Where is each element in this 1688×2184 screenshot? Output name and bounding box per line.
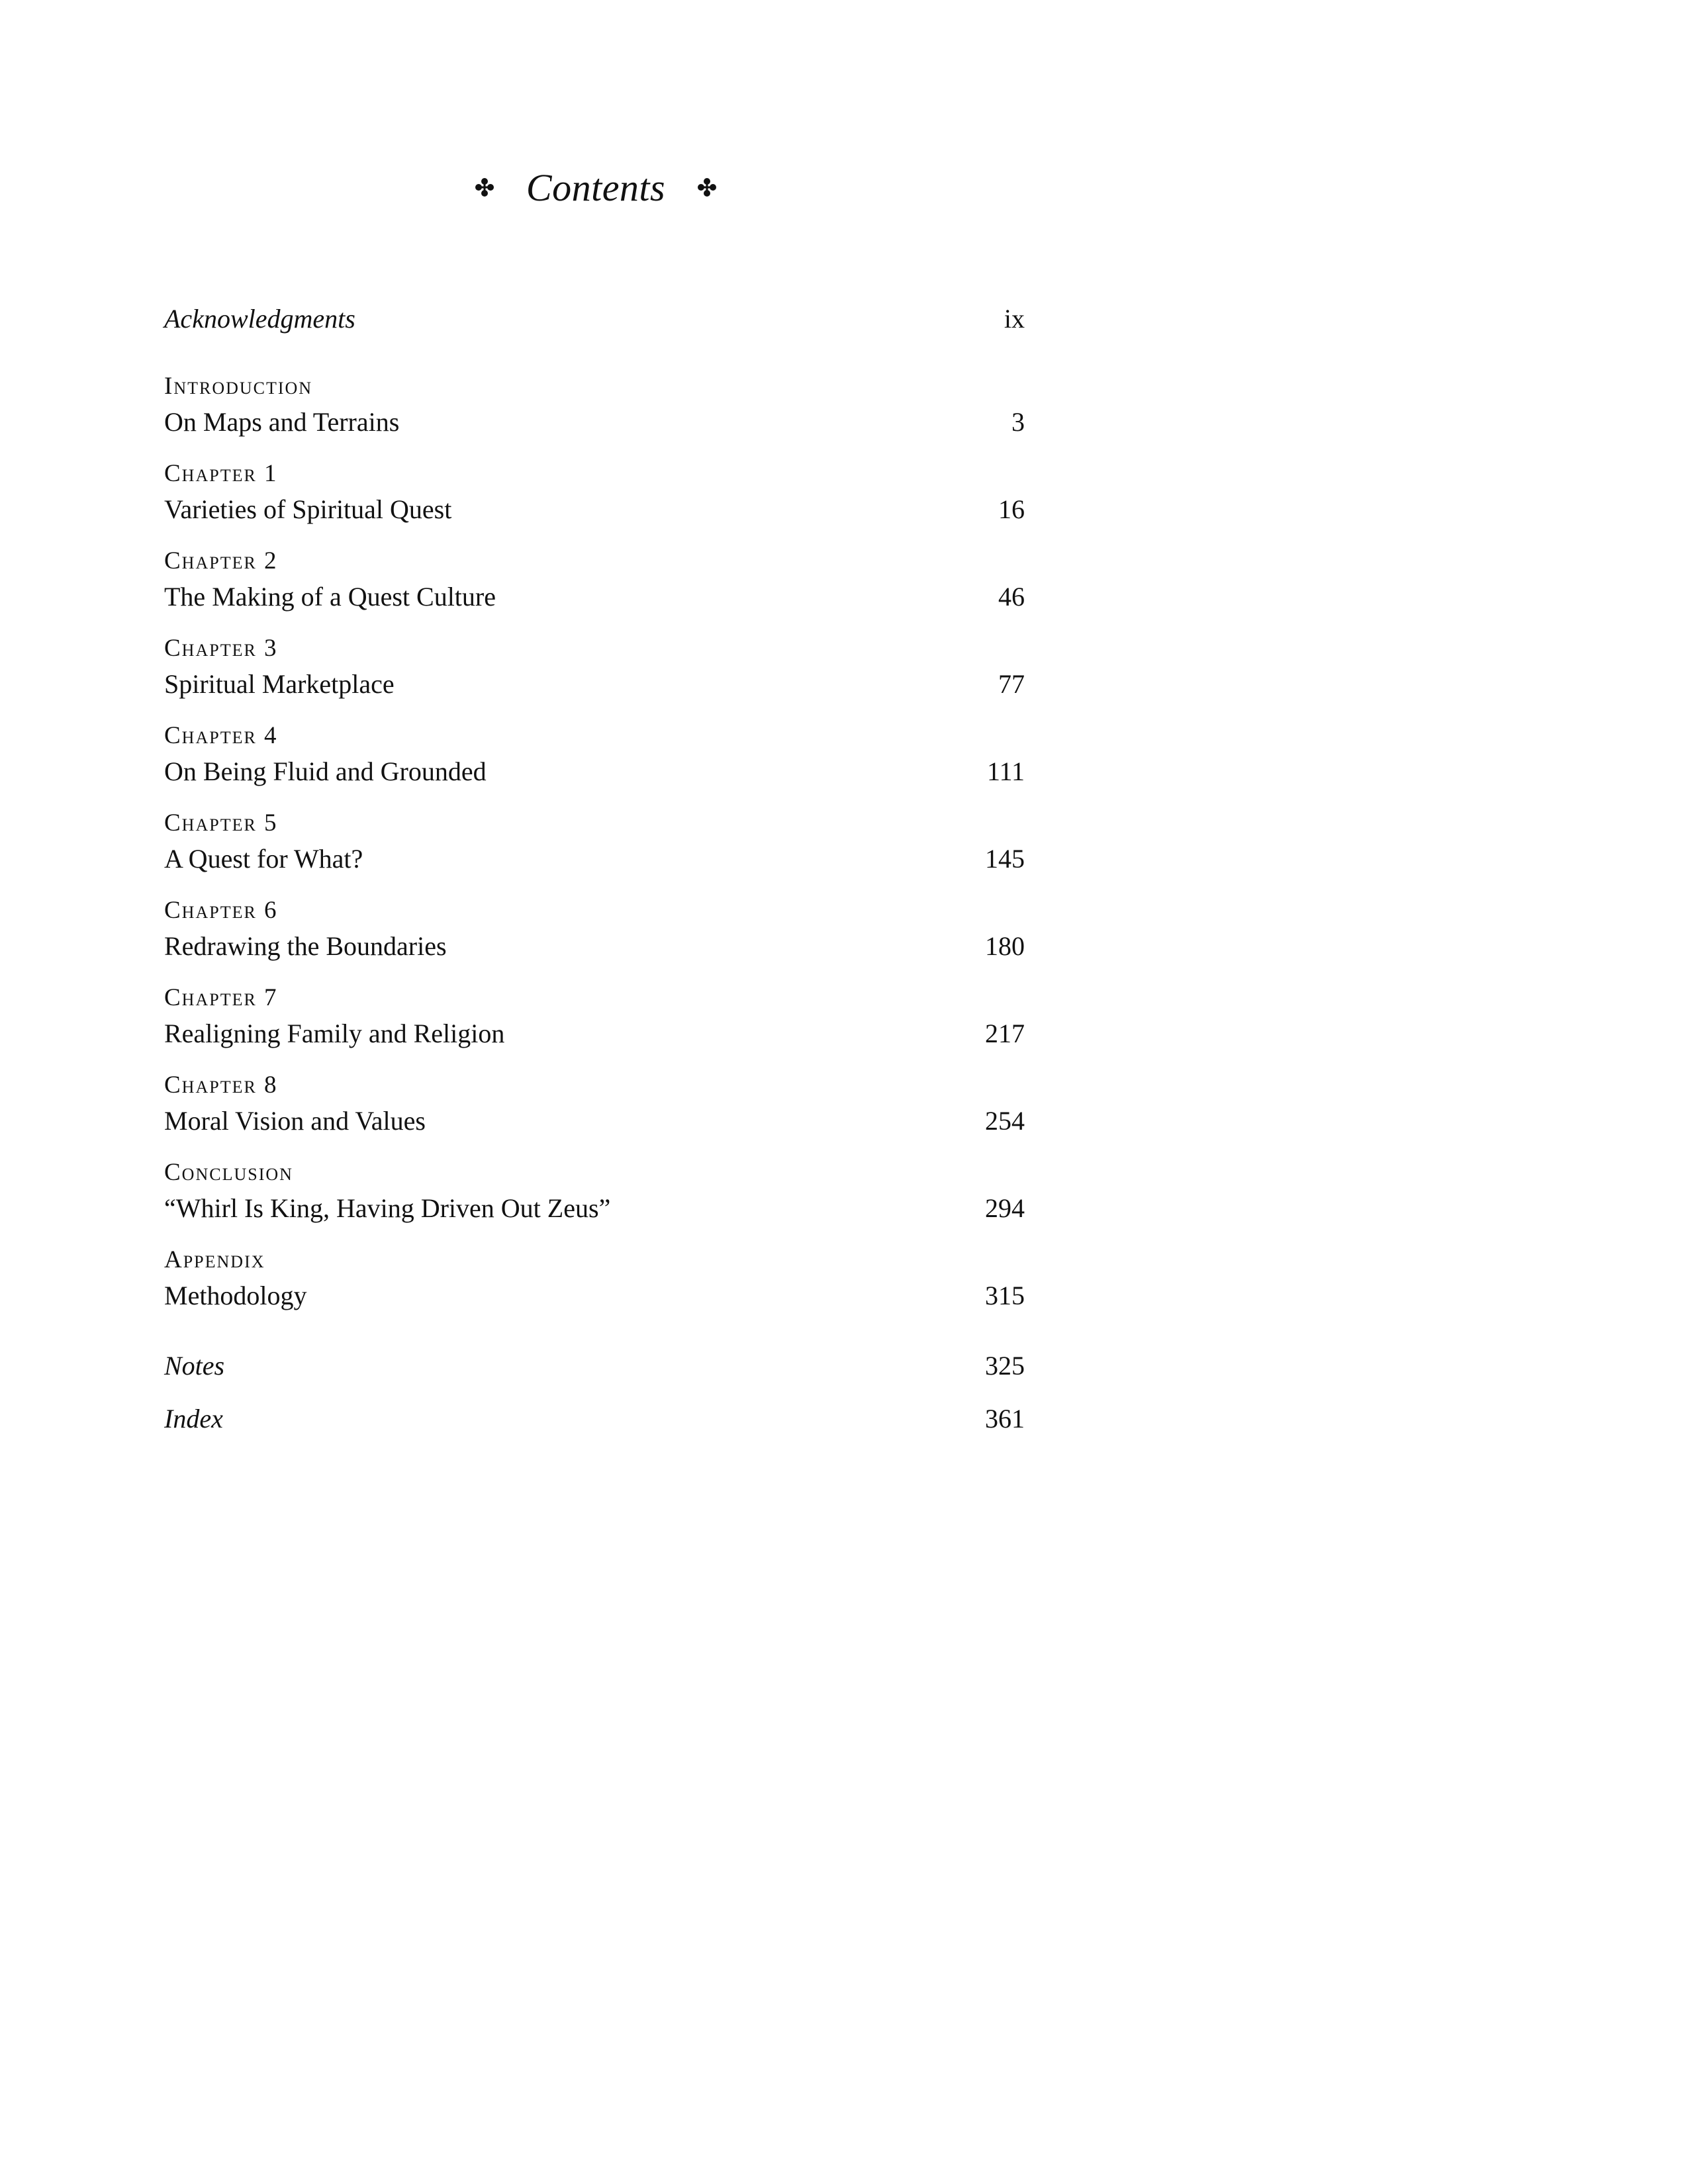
toc-entry-conclusion[interactable] [164,1158,1025,1231]
entry-title: On Being Fluid and Grounded [164,756,487,786]
toc-entry-notes[interactable] [164,1350,1025,1383]
entry-page-number: 361 [985,1404,1025,1433]
entry-label: Chapter 4 [164,722,278,749]
toc-entry-chapter-8[interactable] [164,1071,1025,1144]
entry-page-number: 217 [985,1019,1025,1048]
toc-entry-appendix[interactable] [164,1246,1025,1318]
entry-label: Conclusion [164,1159,293,1186]
entry-label: Chapter 2 [164,547,278,574]
contents-heading [477,151,715,224]
entry-title: Moral Vision and Values [164,1106,426,1136]
toc-entry-chapter-2[interactable] [164,547,1025,619]
entry-title: A Quest for What? [164,844,363,874]
entry-page-number: 180 [985,931,1025,961]
entry-title: Varieties of Spiritual Quest [164,494,452,524]
entry-label: Chapter 6 [164,897,278,924]
entry-title: The Making of a Quest Culture [164,582,496,612]
entry-page-number: 294 [985,1193,1025,1223]
entry-label: Chapter 3 [164,635,278,662]
entry-title: Realigning Family and Religion [164,1019,505,1048]
entry-title: Methodology [164,1281,307,1310]
entry-title: Index [164,1404,223,1433]
entry-page-number: 111 [986,756,1025,786]
entry-title: On Maps and Terrains [164,407,400,437]
toc-entry-chapter-6[interactable] [164,896,1025,969]
fleuron-cross-icon [696,176,718,199]
entry-page-number: 145 [985,844,1025,874]
entry-page-number: 77 [998,669,1025,699]
toc-entry-chapter-1[interactable] [164,459,1025,532]
entry-title: Acknowledgments [164,304,355,334]
toc-entry-chapter-3[interactable] [164,634,1025,707]
toc-entry-chapter-7[interactable] [164,983,1025,1056]
entry-page-number: 254 [985,1106,1025,1136]
entry-label: Chapter 7 [164,984,278,1011]
entry-title: Spiritual Marketplace [164,669,395,699]
entry-label: Chapter 8 [164,1071,278,1099]
entry-label: Introduction [164,373,313,400]
entry-page-number: ix [1004,304,1025,334]
toc-entry-acknowledgments[interactable] [164,303,1025,336]
toc-entry-chapter-4[interactable] [164,721,1025,794]
fleuron-cross-icon [473,176,496,199]
entry-title: Notes [164,1351,225,1381]
entry-label: Appendix [164,1246,265,1273]
entry-page-number: 16 [998,494,1025,524]
entry-page-number: 3 [1011,407,1025,437]
page-title: Contents [526,165,666,209]
entry-label: Chapter 1 [164,460,278,487]
entry-page-number: 46 [998,582,1025,612]
toc-entry-index[interactable] [164,1403,1025,1436]
entry-page-number: 315 [985,1281,1025,1310]
entry-title: Redrawing the Boundaries [164,931,447,961]
entry-page-number: 325 [985,1351,1025,1381]
toc-entry-introduction[interactable] [164,372,1025,445]
entry-title: “Whirl Is King, Having Driven Out Zeus” [164,1193,611,1223]
toc-entry-chapter-5[interactable] [164,809,1025,882]
entry-label: Chapter 5 [164,809,278,837]
